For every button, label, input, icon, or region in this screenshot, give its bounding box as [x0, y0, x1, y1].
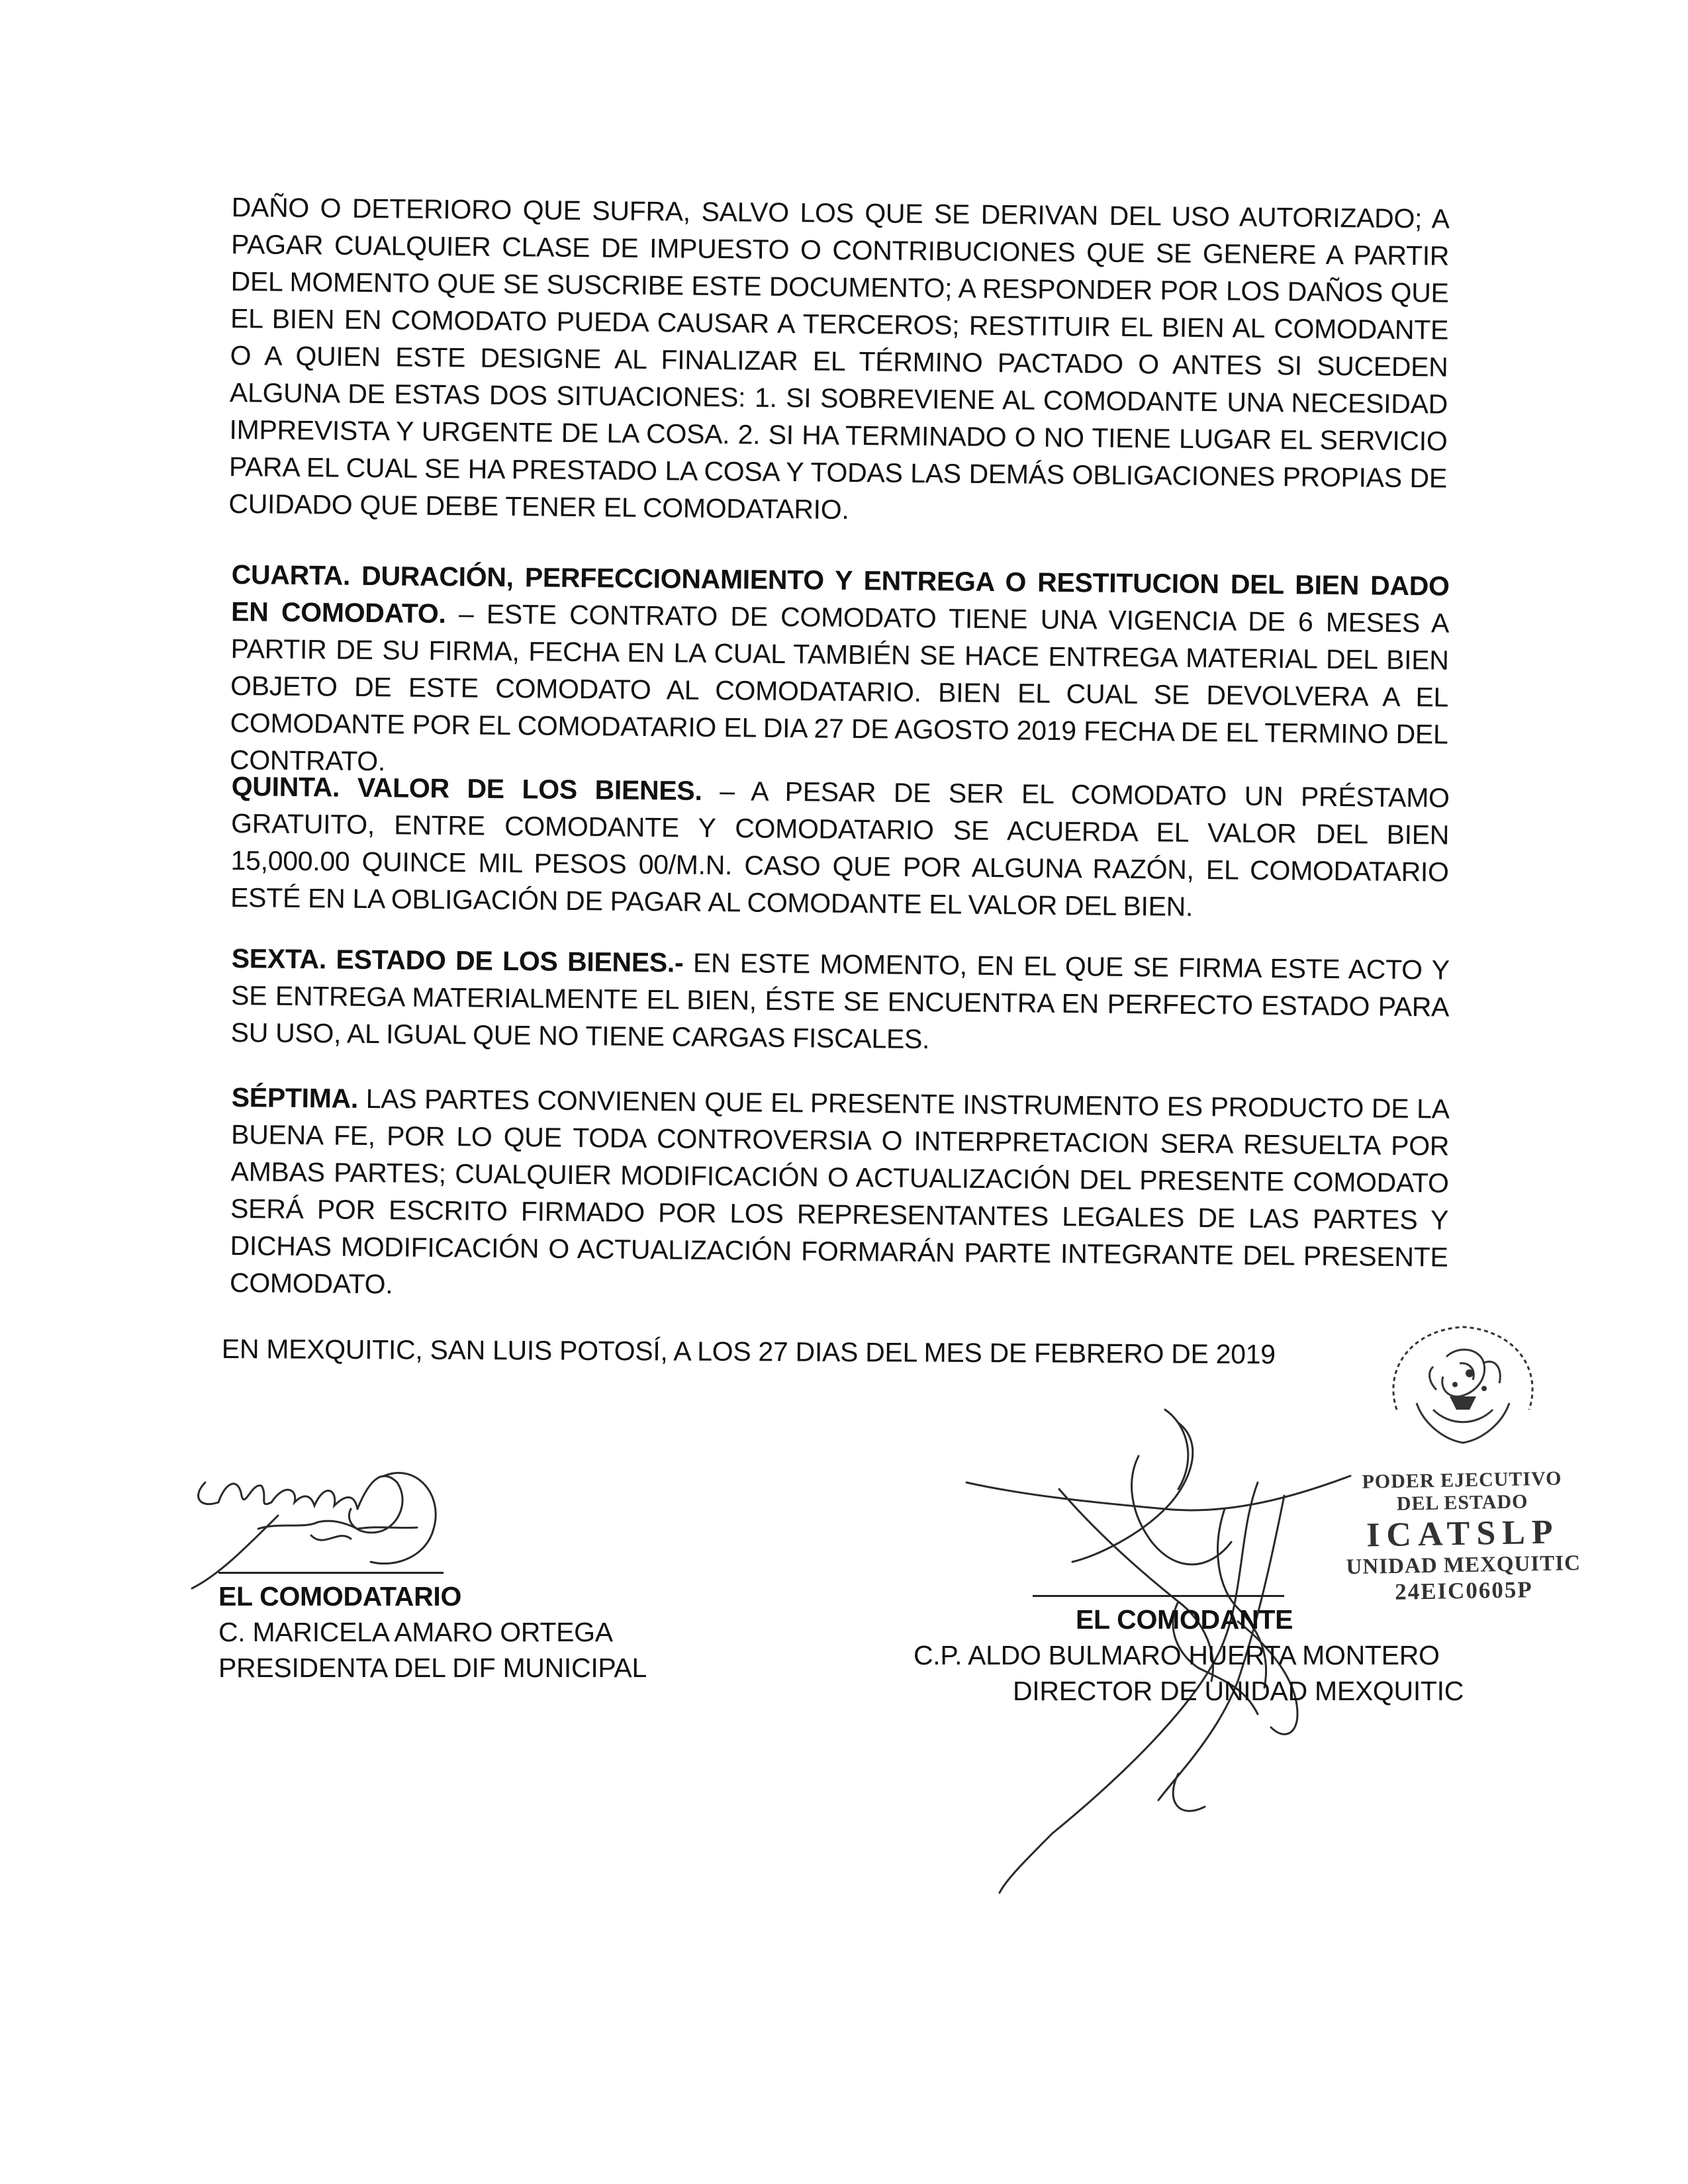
- comodante-role: EL COMODANTE: [1076, 1604, 1293, 1635]
- clause-septima: [230, 1079, 1450, 1313]
- comodante-signature-block: [914, 1602, 1464, 1709]
- stamp-line-code: 24EIC0605P: [1394, 1576, 1534, 1605]
- comodatario-name: C. MARICELA AMARO ORTEGA: [218, 1617, 613, 1647]
- clause-sexta: [230, 940, 1450, 1063]
- clause-cuarta-heading: CUARTA. DURACIÓN, PERFECCIONAMIENTO Y ENTREGA O RESTITUCION DEL BIEN DADO EN COMODATO.: [230, 559, 1450, 629]
- clause-quinta: [230, 768, 1450, 928]
- comodatario-signature-block: [218, 1578, 647, 1686]
- clause-septima-body: LAS PARTES CONVIENEN QUE EL PRESENTE INSTRUMENTO ES PRODUCTO DE LA BUENA FE, POR LO QUE TODA CONTROVERSIA O INTERPRETACION SERA RESUELTA POR AMBAS PARTES; CUALQUIER MODIFICACIÓN O ACTUALIZACIÓN DEL PRESENTE COMODATO SERÁ POR ESCRITO FIRMADO POR LOS REPRESENTANTES LEGALES DE LAS PARTES Y DICHAS MODIFICACIÓN O ACTUALIZACIÓN FORMARÁN PARTE INTEGRANTE DEL PRESENTE COMODATO.: [229, 1083, 1450, 1300]
- closing-place-date: EN MEXQUITIC, SAN LUIS POTOSÍ, A LOS 27 DIAS DEL MES DE FEBRERO DE 2019: [221, 1333, 1276, 1370]
- clause-quinta-body: – A PESAR DE SER EL COMODATO UN PRÉSTAMO GRATUITO, ENTRE COMODANTE Y COMODATARIO SE ACUERDA EL VALOR DEL BIEN 15,000.00 QUINCE MIL PESOS 00/M.N. CASO QUE POR ALGUNA RAZÓN, EL COMODATARIO ESTÉ EN LA OBLIGACIÓN DE PAGAR AL COMODANTE EL VALOR DEL BIEN.: [230, 775, 1450, 922]
- clause-cuarta-body: – ESTE CONTRATO DE COMODATO TIENE UNA VIGENCIA DE 6 MESES A PARTIR DE SU FIRMA, FECHA EN LA CUAL TAMBIÉN SE HACE ENTREGA MATERIAL DEL BIEN OBJETO DE ESTE COMODATO AL COMODATARIO. BIEN EL CUAL SE DEVOLVERA A EL COMODANTE POR EL COMODATARIO EL DIA 27 DE AGOSTO 2019 FECHA DE EL TERMINO DEL CONTRATO.: [229, 598, 1450, 777]
- clause-septima-heading: SÉPTIMA.: [231, 1081, 359, 1114]
- comodatario-role: EL COMODATARIO: [218, 1581, 462, 1612]
- comodante-signature-line: [1033, 1595, 1284, 1597]
- stamp-line-unidad: UNIDAD MEXQUITIC: [1346, 1551, 1581, 1580]
- stamp-line-poder-ejecutivo: PODER EJECUTIVO: [1362, 1467, 1562, 1493]
- stamp-line-del-estado: DEL ESTADO: [1396, 1490, 1528, 1515]
- coat-of-arms-emblem-icon: [1370, 1310, 1556, 1469]
- official-stamp: [1323, 1467, 1603, 1606]
- clause-intro-text: DAÑO O DETERIORO QUE SUFRA, SALVO LOS QUE SE DERIVAN DEL USO AUTORIZADO; A PAGAR CUALQUIER CLASE DE IMPUESTO O CONTRIBUCIONES QUE SE GENERE A PARTIR DEL MOMENTO QUE SE SUSCRIBE ESTE DOCUMENTO; A RESPONDER POR LOS DAÑOS QUE EL BIEN EN COMODATO PUEDA CAUSAR A TERCEROS; RESTITUIR EL BIEN AL COMODANTE O A QUIEN ESTE DESIGNE AL FINALIZAR EL TÉRMINO PACTADO O ANTES SI SUCEDEN ALGUNA DE ESTAS DOS SITUACIONES: 1. SI SOBREVIENE AL COMODANTE UNA NECESIDAD IMPREVISTA Y URGENTE DE LA COSA. 2. SI HA TERMINADO O NO TIENE LUGAR EL SERVICIO PARA EL CUAL SE HA PRESTADO LA COSA Y TODAS LAS DEMÁS OBLIGACIONES PROPIAS DE CUIDADO QUE DEBE TENER EL COMODATARIO.: [228, 191, 1450, 525]
- comodatario-signature-line: [218, 1572, 444, 1574]
- clause-quinta-heading: QUINTA. VALOR DE LOS BIENES.: [231, 770, 702, 806]
- clause-intro-paragraph: [228, 189, 1450, 534]
- comodante-title: DIRECTOR DE UNIDAD MEXQUITIC: [1013, 1676, 1464, 1706]
- clause-cuarta: [230, 556, 1450, 790]
- clause-sexta-body: EN ESTE MOMENTO, EN EL QUE SE FIRMA ESTE ACTO Y SE ENTREGA MATERIALMENTE EL BIEN, ÉSTE SE ENCUENTRA EN PERFECTO ESTADO PARA SU USO, AL IGUAL QUE NO TIENE CARGAS FISCALES.: [230, 947, 1450, 1055]
- clause-sexta-heading: SEXTA. ESTADO DE LOS BIENES.-: [231, 942, 684, 978]
- comodante-name: C.P. ALDO BULMARO HUERTA MONTERO: [914, 1640, 1440, 1670]
- comodatario-title: PRESIDENTA DEL DIF MUNICIPAL: [218, 1653, 647, 1683]
- stamp-line-icatslp: ICATSLP: [1366, 1513, 1560, 1555]
